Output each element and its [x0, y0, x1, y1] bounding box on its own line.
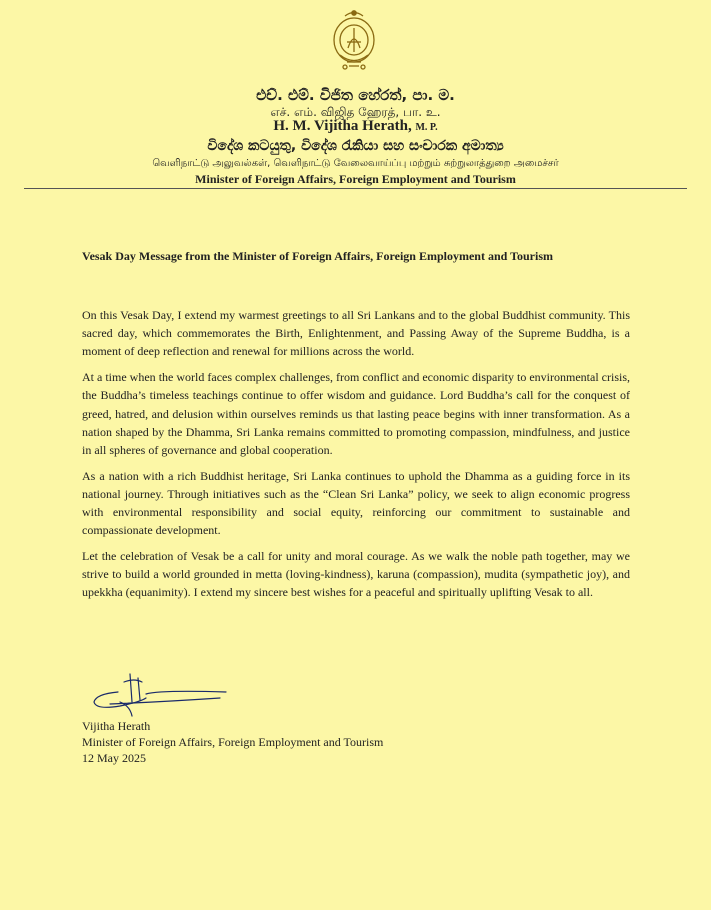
paragraph: At a time when the world faces complex challenges, from conflict and economic disparity to environmental crisis, the Buddha’s timeless teachings continue to offer wisdom and guidance. Lord Buddha’s call for the conquest of greed, hatred, and delusion within ourselves reminds us that lasting peace begins with inner transformation. As a nation shaped by the Dhamma, Sri Lanka remains committed to promoting compassion, mindfulness, and justice in all spheres of governance and global cooperation. [82, 370, 630, 457]
letter-subject: Vesak Day Message from the Minister of Foreign Affairs, Foreign Employment and Tourism [82, 249, 553, 263]
signature-block [82, 718, 383, 766]
minister-name-english [0, 118, 711, 135]
header-divider [24, 188, 687, 189]
signature-image [90, 672, 230, 720]
paragraph: On this Vesak Day, I extend my warmest greetings to all Sri Lankans and to the global Buddhist community. This sacred day, which commemorates the Birth, Enlightenment, and Passing Away of the Supreme Buddha, is a moment of deep reflection and renewal for millions across the world. [82, 308, 630, 359]
minister-name-suffix: M. P. [415, 122, 438, 133]
minister-title-english: Minister of Foreign Affairs, Foreign Employment and Tourism [195, 172, 516, 186]
letter-body [82, 306, 630, 609]
minister-title-tamil: வெளிநாட்டு அலுவல்கள், வெளிநாட்டு வேலைவாய்ப்பு மற்றும் சுற்றுலாத்துறை அமைச்சர் [152, 158, 559, 169]
letter-date: 12 May 2025 [82, 751, 146, 765]
signatory-title: Minister of Foreign Affairs, Foreign Employment and Tourism [82, 735, 384, 749]
minister-name-sinhala: එච්. එම්. විජිත හේරත්, පා. ම. [256, 86, 455, 104]
minister-name-english-text: H. M. Vijitha Herath, [273, 118, 412, 134]
minister-name-tamil: எச். எம். விஜித ஹேரத், பா. உ. [270, 105, 441, 119]
paragraph: As a nation with a rich Buddhist heritage, Sri Lanka continues to uphold the Dhamma as a guiding force in its national journey. Through initiatives such as the “Clean Sri Lanka” policy, we seek to align economic progress with environmental responsibility and social equity, reinforcing our commitment to sustainable and compassionate development. [82, 468, 630, 538]
signatory-name: Vijitha Herath [82, 719, 151, 733]
paragraph: Let the celebration of Vesak be a call for unity and moral courage. As we walk the noble path together, may we strive to build a world grounded in metta (loving-kindness), karuna (compassion), mudita (sympathetic joy), and upekkha (equanimity). I extend my sincere best wishes for a peaceful and spiritually uplifting Vesak to all. [82, 548, 630, 600]
minister-title-sinhala: විදේශ කටයුතු, විදේශ රැකියා සහ සංචාරක අමාත්‍ය [207, 138, 504, 154]
national-emblem-icon [331, 8, 377, 72]
